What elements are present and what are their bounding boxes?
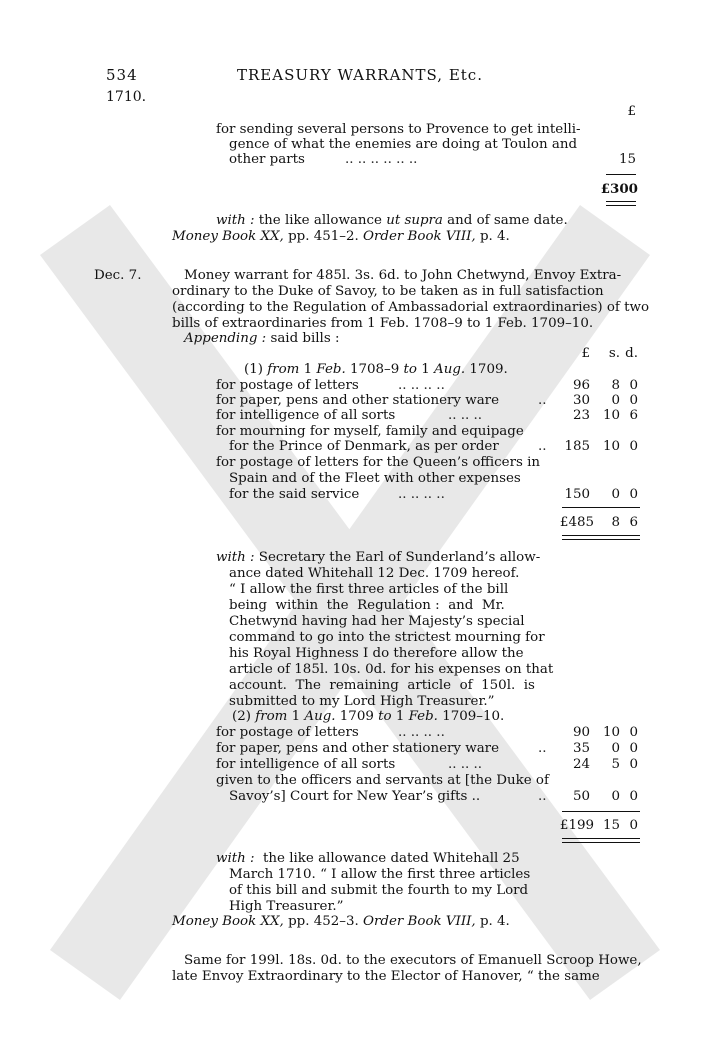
bill1-item-pounds: 30 <box>572 393 590 408</box>
bill2-item-shillings: 0 <box>611 741 620 756</box>
page-number: 534 <box>106 66 138 84</box>
bill1-item-text: for the said service <box>229 487 360 502</box>
bill2-item-leaders: .. <box>538 741 547 756</box>
bill2-item-pounds: 24 <box>572 757 590 772</box>
entry1-line-3: (according to the Regulation of Ambassadorial extraordinaries) of two <box>172 300 650 315</box>
top-line-3-text: other parts <box>229 152 305 167</box>
bill1-item-text: for intelligence of all sorts <box>216 408 396 423</box>
with-line-1-text: Secretary the Earl of Sunderland’s allow- <box>254 550 541 565</box>
bill1-heading <box>244 362 508 377</box>
ref-order-book: Order Book VIII, <box>363 914 476 929</box>
top-line-2: gence of what the enemies are doing at Toulon and <box>229 137 578 152</box>
bill1-m2: Aug. <box>434 362 466 377</box>
bill1-item-shillings: 0 <box>611 393 620 408</box>
bill2-item-text: Savoy’s] Court for New Year’s gifts .. <box>229 789 481 804</box>
bill2-d1: 1 <box>287 709 305 724</box>
bill1-to: to <box>403 362 417 377</box>
bill1-item-pounds: 150 <box>564 487 590 502</box>
top-leaders: .. .. .. .. .. .. <box>345 152 418 167</box>
bill2-item-pounds: 50 <box>572 789 590 804</box>
ref-pages: pp. 452–3. <box>283 914 364 929</box>
bill1-item-pounds: 96 <box>572 378 590 393</box>
with-line-5: Chetwynd having had her Majesty’s special <box>229 614 525 629</box>
bill1-item-pence: 0 <box>629 378 638 393</box>
bill2-num: (2) <box>232 709 256 724</box>
top-line-3 <box>229 152 305 167</box>
col-header-pence: d. <box>625 346 638 361</box>
bill1-item-text: for the Prince of Denmark, as per order <box>229 439 499 454</box>
header-year: 1710. <box>106 89 147 105</box>
entry1-line-1: Money warrant for 485l. 3s. 6d. to John Chetwynd, Envoy Extra- <box>184 268 622 283</box>
bill2-item-pence: 0 <box>629 757 638 772</box>
with-line-6: command to go into the strictest mourning for <box>229 630 545 645</box>
bill2-total-pence: 0 <box>629 818 638 833</box>
top-reference <box>172 229 510 244</box>
appending-text: said bills : <box>266 331 340 346</box>
bill1-item-text: for mourning for myself, family and equipage <box>216 424 524 439</box>
entry-date: Dec. 7. <box>94 268 142 283</box>
entry1-reference <box>172 914 510 929</box>
ref-page: p. 4. <box>475 229 510 244</box>
bill2-total-shillings: 15 <box>602 818 620 833</box>
with2-line-2: March 1710. “ I allow the first three articles <box>229 867 531 882</box>
bill1-total-pounds: £485 <box>559 515 594 530</box>
bill1-item-leaders: .. .. .. .. <box>398 487 445 502</box>
with-text-a: the like allowance <box>254 213 387 228</box>
bill1-double-rule <box>562 535 640 540</box>
with-text-c: and of same date. <box>442 213 568 228</box>
bill1-m1: Feb. <box>316 362 346 377</box>
bill2-item-pounds: 90 <box>572 725 590 740</box>
bill1-item-leaders: .. .. .. <box>448 408 483 423</box>
ref-money-book: Money Book XX, <box>172 914 284 929</box>
bill1-item-shillings: 10 <box>602 408 620 423</box>
bill2-d2: 1 <box>391 709 409 724</box>
bill1-from: from <box>267 362 300 377</box>
bill2-item-text: for postage of letters <box>216 725 359 740</box>
top-rule <box>606 174 636 175</box>
ref-order-book: Order Book VIII, <box>363 229 476 244</box>
bill2-item-pounds: 35 <box>572 741 590 756</box>
bill1-item-text: for paper, pens and other stationery ware <box>216 393 500 408</box>
bill1-item-pence: 0 <box>629 393 638 408</box>
with-line-3: “ I allow the first three articles of the bill <box>229 582 509 597</box>
with-line-10: submitted to my Lord High Treasurer.” <box>229 694 495 709</box>
bill2-item-text: for paper, pens and other stationery ware <box>216 741 500 756</box>
bill2-item-shillings: 0 <box>611 789 620 804</box>
bill1-d2: 1 <box>416 362 435 377</box>
ref-page: p. 4. <box>475 914 510 929</box>
bill2-to: to <box>378 709 392 724</box>
col-header-pounds: £ <box>581 346 590 361</box>
bill1-y1: 1708–9 <box>345 362 404 377</box>
with-line-8: article of 185l. 10s. 0d. for his expenses on that <box>229 662 554 677</box>
with-text-b: ut supra <box>386 213 443 228</box>
bill1-item-leaders: .. <box>538 393 547 408</box>
with-line-1 <box>216 550 540 565</box>
bill1-y2: 1709. <box>465 362 508 377</box>
bill1-total-shillings: 8 <box>611 515 620 530</box>
bill1-item-text: for postage of letters for the Queen’s officers in <box>216 455 541 470</box>
entry1-line-2: ordinary to the Duke of Savoy, to be taken as in full satisfaction <box>172 284 604 299</box>
with2-line-4: High Treasurer.” <box>229 899 344 914</box>
bill2-rule <box>562 811 640 812</box>
bill2-item-shillings: 5 <box>611 757 620 772</box>
bill2-m1: Aug. <box>304 709 336 724</box>
bill1-item-shillings: 0 <box>611 487 620 502</box>
with-label: with : <box>216 550 255 565</box>
with2-label: with : <box>216 851 255 866</box>
ref-pages: pp. 451–2. <box>283 229 364 244</box>
bill2-y1: 1709 <box>335 709 379 724</box>
bill1-item-pence: 0 <box>629 487 638 502</box>
appending-line <box>184 331 339 346</box>
bill2-item-leaders: .. <box>538 789 547 804</box>
top-double-rule <box>606 201 636 206</box>
bill1-item-shillings: 8 <box>611 378 620 393</box>
bill2-y2: 1709–10. <box>437 709 505 724</box>
bill1-item-shillings: 10 <box>602 439 620 454</box>
with2-line-1 <box>216 851 520 866</box>
bill1-item-text: Spain and of the Fleet with other expenses <box>229 471 521 486</box>
bill1-total-pence: 6 <box>629 515 638 530</box>
running-title-text: TREASURY WARRANTS, Etc. <box>237 66 483 84</box>
with-line-7: his Royal Highness I do therefore allow the <box>229 646 524 661</box>
with2-line-1-text: the like allowance dated Whitehall 25 <box>254 851 520 866</box>
bill1-item-text: for postage of letters <box>216 378 359 393</box>
bill2-from: from <box>255 709 288 724</box>
bill2-item-text: for intelligence of all sorts <box>216 757 396 772</box>
bill2-heading <box>232 709 504 724</box>
with-line-2: ance dated Whitehall 12 Dec. 1709 hereof. <box>229 566 520 581</box>
entry1-line-4: bills of extraordinaries from 1 Feb. 1708–9 to 1 Feb. 1709–10. <box>172 316 594 331</box>
entry2-line-1: Same for 199l. 18s. 0d. to the executors of Emanuell Scroop Howe, <box>184 953 642 968</box>
with-line-9: account. The remaining article of 150l. is <box>229 678 535 693</box>
bill2-item-leaders: .. .. .. <box>448 757 483 772</box>
bill2-item-leaders: .. .. .. .. <box>398 725 445 740</box>
pound-column-header: £ <box>627 104 636 119</box>
appending-label: Appending : <box>184 331 267 346</box>
bill1-item-leaders: .. .. .. .. <box>398 378 445 393</box>
bill2-item-pence: 0 <box>629 725 638 740</box>
bill1-rule <box>562 507 640 508</box>
col-header-shillings: s. <box>608 346 620 361</box>
top-with-line <box>216 213 568 228</box>
with2-line-3: of this bill and submit the fourth to my Lord <box>229 883 529 898</box>
with-line-4: being within the Regulation : and Mr. <box>229 598 505 613</box>
top-line-1: for sending several persons to Provence to get intelli- <box>216 122 581 137</box>
bill2-item-shillings: 10 <box>602 725 620 740</box>
ref-money-book: Money Book XX, <box>172 229 284 244</box>
bill1-item-pence: 0 <box>629 439 638 454</box>
bill2-double-rule <box>562 838 640 843</box>
bill2-item-pence: 0 <box>629 789 638 804</box>
running-title <box>0 68 720 83</box>
with-label: with : <box>216 213 255 228</box>
bill1-d1: 1 <box>299 362 317 377</box>
bill1-num: (1) <box>244 362 268 377</box>
bill2-item-pence: 0 <box>629 741 638 756</box>
bill1-item-leaders: .. <box>538 439 547 454</box>
bill1-item-pounds: 185 <box>564 439 590 454</box>
bill2-item-text: given to the officers and servants at [the Duke of <box>216 773 549 788</box>
bill1-item-pence: 6 <box>629 408 638 423</box>
bill1-item-pounds: 23 <box>572 408 590 423</box>
entry2-line-2: late Envoy Extraordinary to the Elector of Hanover, “ the same <box>172 969 600 984</box>
bill2-m2: Feb. <box>408 709 438 724</box>
bill2-total-pounds: £199 <box>559 818 594 833</box>
top-total: £300 <box>600 181 638 197</box>
top-value: 15 <box>618 152 636 167</box>
